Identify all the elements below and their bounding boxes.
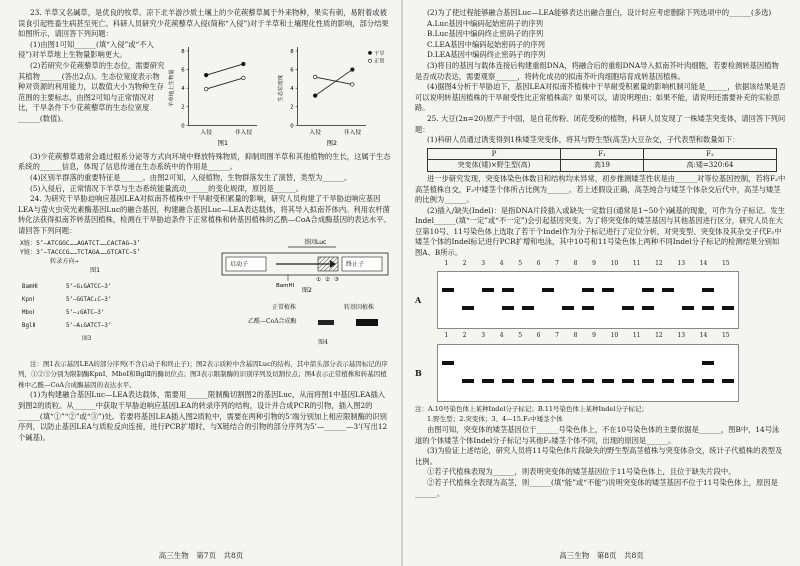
- lane-number: 2: [462, 332, 467, 340]
- gel-band: [702, 379, 714, 383]
- y-tick-label: 0: [181, 123, 185, 130]
- fig2-label-promoter: 启动子: [230, 260, 249, 268]
- gel-band: [482, 379, 494, 383]
- gel-band: [642, 306, 654, 310]
- lane-number: 4: [499, 259, 504, 267]
- q25-part3: (3)为验证上述结论，研究人员将11号染色体片段缺失的野生型高茎植株与突变体杂交，统计子代植株的表型及比例。: [415, 446, 783, 466]
- cross-header-p: P: [428, 148, 561, 160]
- lane-number: 9: [592, 332, 596, 340]
- lane-number: 3: [481, 259, 486, 267]
- gel-a-lane-numbers: [437, 259, 737, 270]
- gel-band: [582, 288, 594, 292]
- fig4-row-label: 乙酰—CoA合成酶: [248, 318, 297, 326]
- chart-fig2: [276, 40, 392, 152]
- lane-number: 4: [499, 332, 504, 340]
- lane-number: 11: [632, 259, 641, 267]
- y-tick-label: 2: [290, 104, 295, 111]
- lane-number: 1: [444, 332, 449, 340]
- gel-band: [602, 379, 614, 383]
- lane-number: 10: [610, 259, 619, 267]
- gel-band: [722, 306, 734, 310]
- fig2-caption: 图2: [302, 286, 312, 293]
- gel-band: [662, 288, 674, 292]
- gel-band: [502, 288, 514, 292]
- gel-band: [582, 379, 594, 383]
- q23-part5: (5)入侵后，正常情况下羊草与生态系统能量流动______的变化规律，原因是______。: [30, 183, 304, 193]
- lane-number: 8: [573, 332, 578, 340]
- series-line: [206, 64, 243, 75]
- q25-intro: 25. 大豆(2n=20)原产于中国，是自花传粉、闭花受粉的植物，科研人员发现了一株矮茎突变体，请回答下列问题：: [415, 113, 786, 134]
- q25-part2: (2)插入/缺失(Indel)：是指DNA片段插入或缺失一定数目(通常是1~50个)碱基的现象，可作为分子标记。发生Indel______(填“一定”或“不一定”)会引起基因突变。为了将突变体的矮茎基因与其他基因进行区分，研究人员在大豆第10号、11号染色体上选取了若干个Indel作为分子标记进行了定位分析，对突变型、突变体及其杂交子代F₂中矮茎个体的Indel标记进行PCR扩增和电泳，其中10号和11号染色体上两种不同Indel分子标记的检测结果分别如图A、B所示。: [415, 205, 785, 258]
- y-tick-label: 4: [181, 85, 185, 92]
- cross-table: [427, 148, 777, 172]
- data-point: [204, 73, 208, 77]
- q24-part3: (3)将目的基因与载体连接后构建重组DNA，将融合后的重组DNA导入拟南芥叶肉细胞，若要检测转基因植物是否成功表达，需要观察______，将转化成功的拟南芥叶肉细胞培育成转基因植株。: [415, 60, 779, 81]
- lane-number: 7: [555, 259, 559, 267]
- y-tick-label: 2: [181, 104, 185, 111]
- chart-caption: 图2: [327, 139, 338, 147]
- lane-number: 7: [555, 332, 559, 340]
- lane-number: 14: [699, 332, 708, 340]
- lane-number: 6: [536, 259, 541, 267]
- q24-part2: (2)为了使过程能够融合基因Luc—LEA能够表达出融合蛋白，设计时应考虑删除下列选项中的______(多选): [427, 8, 772, 17]
- q25-part1: (1)科研人员通过诱变得到1株矮茎突变体，将其与野生型(高茎)大豆杂交，子代表型和数量如下：: [427, 135, 740, 145]
- y-axis-label: 羊草地上生物量: [168, 69, 175, 107]
- exam-page-8: [403, 0, 800, 566]
- fig4-band-transgenic: [356, 319, 378, 326]
- q23-part4: (4)区别羊群落的重要特征是______。由图2可知，入侵植物，生物群落发生了演替，类型为______。: [30, 172, 352, 182]
- y-tick-label: 6: [181, 67, 185, 74]
- q23-text-col: [18, 40, 167, 152]
- gel-band: [562, 379, 574, 383]
- fig2-site-1: ①: [316, 276, 321, 283]
- cross-cell-f1: 高19: [561, 160, 644, 172]
- x-tick-label: 非入侵: [344, 129, 362, 136]
- q25-part1b: 进一步研究发现，突变体染色体数目和结构均未异常，初步推测矮茎性状是由______对等位基因控制，若将F₂中高茎植株自交，F₃中矮茎个体所占比例为______。若上述假设正确，高茎纯合与矮茎个体杂交后代中，高茎与矮茎的比例为______。: [415, 173, 786, 205]
- gel-band: [702, 361, 714, 365]
- option-d: D.LEA基因中编码终止密码子的序列: [427, 50, 546, 60]
- legend-marker: [369, 51, 372, 54]
- fig1-x-strand: X链：5’—ATCGGC……AGATCT……CACTAG—3’: [20, 239, 141, 247]
- lane-number: 14: [699, 259, 708, 267]
- cross-cell-f2: 高:矮=320:64: [644, 160, 777, 172]
- fig4-expression: [248, 303, 398, 349]
- gel-band: [442, 361, 454, 365]
- lane-number: 15: [721, 332, 730, 340]
- fig2-label-luc: 基因Luc: [304, 238, 327, 246]
- y-tick-label: 4: [290, 85, 295, 92]
- y-tick-label: 8: [290, 48, 295, 55]
- series-line: [206, 78, 243, 89]
- fig2-label-terminator: 终止子: [346, 260, 365, 268]
- lane-number: 6: [536, 332, 541, 340]
- lane-number: 3: [481, 332, 486, 340]
- data-point: [241, 76, 245, 80]
- gel-band: [622, 379, 634, 383]
- gel-band: [542, 379, 554, 383]
- fig4-caption: 图4: [318, 338, 328, 346]
- legend-marker: [369, 59, 372, 62]
- q23-part1: (1)由图1可知______(填“入侵”或“不入侵”)对羊草地上生物量影响更大。: [18, 39, 154, 60]
- q24-intro: 24. 为研究干旱胁迫响应基因LEA对拟南芥植株中干旱耐受积累量的影响，研究人员构建了干旱胁迫响应基因LEA与萤火虫荧光素酶基因Luc的融合基因，构建融合基因Luc—LEA表达载体，将其导入拟南芥体内。利用农杆菌转化法获得拟南芥转基因植株，检测在干旱胁迫条件下正常植株和转基因植株的乙酰—CoA合成酶基因的表达水平。请回答下列问题：: [18, 194, 391, 235]
- lane-number: 2: [462, 259, 467, 267]
- q24-figures: [18, 237, 392, 359]
- fig4-legend-normal: 正常植株: [271, 303, 296, 311]
- cross-header-f2: F₂: [644, 148, 777, 160]
- page-footer-7: 高三生物 第7页 共8页: [158, 551, 244, 561]
- lane-number: 11: [632, 332, 641, 340]
- y-tick-label: 8: [181, 48, 185, 55]
- gel-band: [562, 306, 574, 310]
- data-point: [314, 94, 318, 98]
- fig1-direction: 转录方向→: [50, 257, 79, 265]
- chart-caption: 图1: [217, 139, 228, 147]
- fig1-caption: 图1: [90, 266, 100, 274]
- page-footer-8: 高三生物 第8页 共8页: [559, 551, 644, 561]
- lane-number: 12: [655, 332, 663, 340]
- x-tick-label: 入侵: [200, 129, 212, 136]
- x-tick-label: 入侵: [309, 129, 322, 136]
- fig3-caption: 图3: [82, 335, 92, 342]
- fig4-band-normal: [318, 320, 334, 325]
- gel-band: [502, 379, 514, 383]
- gel-b-label: B: [415, 367, 422, 378]
- q24-figure-note: 注：图1表示基因LEA的部分序列(不含启动子和终止子)；图2表示质粒中含基因Luc的结构，其中箭头部分表示基因标记的序列，①②③分别为限制酶KpnⅠ、MboⅠ和BglⅡ的酶切位点；图3表示限制酶的识别序列及切割位点；图4表示正常植株和转基因植株中乙酰—CoA合成酶基因的表达水平。: [18, 359, 388, 389]
- lane-number: 1: [444, 259, 449, 267]
- gel-band: [642, 288, 654, 292]
- fig2-label-bamhi: BamHⅠ: [276, 282, 295, 289]
- option-a: A.Luc基因中编码起始密码子的序列: [427, 18, 544, 28]
- gel-a: [437, 271, 739, 329]
- lane-number: 5: [518, 332, 523, 340]
- fig3-enzyme-row: BglⅡ 5’—A↓GATCT—3’: [22, 322, 112, 329]
- data-point: [241, 62, 245, 66]
- fig2-site-2: ②: [325, 276, 330, 283]
- gel-band: [662, 379, 674, 383]
- q25-part3a: ①若子代植株表现为______，则表明突变体的矮茎基因位于11号染色体上，且位于缺失片段中。: [427, 467, 736, 477]
- lane-number: 13: [677, 332, 686, 340]
- q23-part3: (3)少花蒺藜草通常会通过根系分泌等方式向环境中释放特殊物质，抑制周围羊草和其他植物的生长，这属于生态系统的______信息，体现了信息传递在生态系统中的作用是______。: [18, 151, 391, 172]
- fig2-plasmid-diagram: [218, 237, 394, 293]
- gel-b-lane-numbers: [437, 331, 737, 342]
- gel-a-label: A: [415, 294, 422, 305]
- lane-number: 13: [677, 259, 686, 267]
- q23-part2: (2)若研究少花蒺藜草的生态位，需要研究其植物______(答出2点)。生态位宽度表示物种对资源的利用能力，以数值大小为物种生存范围的主要标志，由图2可知与正常情况对比，干旱条件下少花蒺藜草的生态位宽度______(数值)。: [18, 60, 165, 123]
- fig1-y-strand: Y链：3’—TACCCG……TCTAGA……GTCATC—5’: [20, 248, 141, 256]
- gel-b: [437, 344, 739, 402]
- gel-band: [702, 306, 714, 310]
- q25-part3b: ②若子代植株全表现为高茎，则______(填“能”或“不能”)说明突变体的矮茎基因不位于11号染色体上，原因是______。: [415, 478, 778, 498]
- fig1-sequence: [20, 239, 140, 275]
- q23-intro: 23. 羊草又名碱草，是优良的牧草。凉下北羊游沙质土壤上的少花蒺藜草属于外来物种，果实有刺，易附着或被误食引起牲畜生病甚至死亡。科研人员研究少花蒺藜草入侵(简称“入侵”)对于羊草和土壤理化性质的影响，部分结果如图所示，请回答下列问题：: [18, 8, 389, 39]
- legend-label: 干旱: [374, 50, 386, 57]
- gel-band: [522, 379, 534, 383]
- cross-header-f1: F₁: [561, 148, 644, 160]
- gel-band: [502, 306, 514, 310]
- gel-band: [682, 306, 694, 310]
- gel-band: [522, 306, 534, 310]
- gel-note: 注：A.10号染色体上某种Indel分子标记；B.11号染色体上某种Indel分子标记；: [415, 404, 648, 413]
- gel-band: [622, 306, 634, 310]
- y-tick-label: 6: [290, 67, 295, 74]
- q24-part4: (4)据图4分析干旱胁迫下，基因LEA对拟南芥植株中干旱耐受积累量的影响机制可能是______，依据该结果是否可以说明转基因植株的干旱耐受性比正常植株高？如果可以，请说明理由；如果不能，请说明还需要补充的实验思路。: [415, 82, 786, 113]
- lane-number: 15: [721, 259, 730, 267]
- lane-number: 8: [573, 259, 578, 267]
- gel-band: [482, 288, 494, 292]
- gel-a-row: [415, 271, 786, 329]
- gel-band: [442, 288, 454, 292]
- gel-band: [462, 306, 474, 310]
- legend-label: 正常: [374, 58, 386, 65]
- data-point: [204, 87, 208, 91]
- gel-band: [462, 379, 474, 383]
- fig4-legend-transgenic: 转基因植株: [343, 303, 374, 311]
- q24-part1: (1)为构建融合基因Luc—LEA表达载体，需要用______限制酶切割图2的基因Luc，从而将图1中基因LEA插入到图2的质粒。从______中获取干旱胁迫响应基因LEA的转录序列的结构，设计并合成PCR的引物，插入图2的______(填“①”“②”或“③”)处。若要将基因LEA插入图2质粒中，需要在两种引物的5’端分别加上相应限制酶的识别序列，以防止基因LEA与质粒反向连接，进行PCR扩增时，与X链结合的引物的部分序列为5’—______—3’(写出12个碱基)。: [18, 390, 388, 442]
- fig3-enzyme-row: MboⅠ 5’—↓GATC—3’: [22, 309, 105, 316]
- data-point: [314, 75, 318, 79]
- data-point: [351, 68, 355, 72]
- series-line: [316, 77, 353, 84]
- y-tick-label: 0: [290, 123, 295, 130]
- data-point: [351, 82, 355, 86]
- gel-band: [602, 288, 614, 292]
- x-tick-label: 非入侵: [234, 129, 252, 136]
- fig3-enzyme-row: BamHⅠ 5’—G↓GATCC—3’: [22, 283, 112, 290]
- cross-cell-p: 突变体(矮)×野生型(高): [428, 160, 561, 172]
- lane-number: 12: [655, 259, 663, 267]
- gel-note-2: 1.野生型；2.突变体；3、4—15.F₂中矮茎个体: [427, 415, 563, 424]
- q25-part2b: 由图可知，突变体的矮茎基因位于______号染色体上，不在10号染色体的主要依据是______，图B中，14号泳道的个体矮茎个体Indel分子标记与其他F₂矮茎个体不同，出现的原因是______。: [415, 425, 780, 445]
- option-b: B.Luc基因中编码终止密码子的序列: [427, 29, 544, 39]
- gel-band: [642, 379, 654, 383]
- lane-number: 5: [518, 259, 523, 267]
- lane-number: 9: [592, 259, 596, 267]
- series-line: [316, 69, 353, 95]
- gel-b-row: [415, 344, 786, 402]
- fig2-site-3: ③: [334, 276, 339, 283]
- q24-options: [415, 19, 786, 61]
- option-c: C.LEA基因中编码起始密码子的序列: [427, 39, 545, 49]
- gel-band: [682, 379, 694, 383]
- gel-band: [542, 288, 554, 292]
- chart-fig1: [167, 40, 277, 152]
- y-axis-label: 生态位宽度: [278, 74, 285, 102]
- fig3-enzymes: [22, 281, 111, 346]
- gel-band: [702, 288, 714, 292]
- fig3-enzyme-row: KpnⅠ 5’—GGTAC↓C—3’: [22, 296, 112, 303]
- lane-number: 10: [610, 332, 619, 340]
- gel-band: [582, 306, 594, 310]
- gel-band: [722, 379, 734, 383]
